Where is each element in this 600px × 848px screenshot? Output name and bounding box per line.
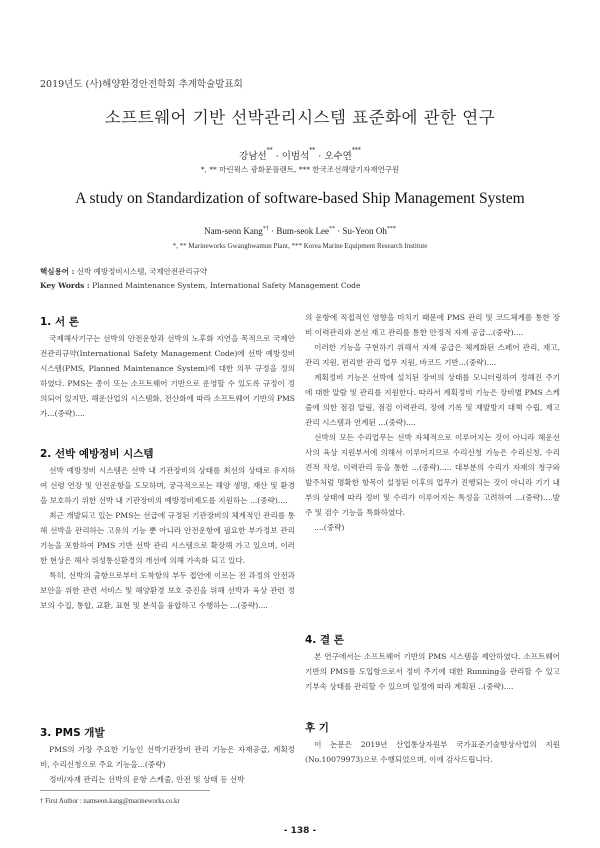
section-3-body-continued [305,310,560,535]
paragraph: 본 연구에서는 소프트웨어 기반의 PMS 시스템을 제안하였다. 소프트웨어 기반의 PMS를 도입함으로서 정비 주기에 대한 Running을 관리할 수 있고 기부속 상태를 관리할 수 있으며 일정에 따라 계획된 ..(중략).... [305,652,560,691]
authors-english [0,226,600,236]
author-3-mark: *** [351,147,361,154]
keywords-english [40,281,360,290]
keywords-korean-text: 선박 예방정비시스템, 국제안전관리규약 [74,267,208,276]
paragraph: 국제해사기구는 선박의 안전운항과 선박의 노후화 지연을 목적으로 국제안전관리규약(International Safety Management Code)에 선박 예방정비시스템(PMS, Planned Maintenance System)에 대한 의무 규정을 정의하였다. PMS는 종이 또는 소프트웨어 기반으로 운영할 수 있도록 규정이 정의되어 있지만, 해운산업의 시스템화, 전산화에 따라 소프트웨어 기반의 PMS가...(중략).... [40,334,295,418]
section-1-heading: 1. 서 론 [40,316,79,328]
keywords-english-label: Key Words : [40,281,90,290]
author-1-mark: ** [266,147,273,154]
author-2: 이범석 [281,151,310,162]
author-1: 강남선 [239,151,267,162]
section-1-body [40,331,295,421]
paragraph: 선박의 모든 수리업무는 선박 자체적으로 이루어지는 것이 아니라 해운선사의 육상 지원부서에 의해서 이루어지므로 수리신청 기능은 수리신청, 수리견적 작성, 이력관리 등을 통한 ...(중략)..... 대부분의 수리가 자재의 청구와 발주처럼 명확한 항목이 설정된 이후의 업무가 진행되는 것이 아니라 기기 내부의 상태에 따라 정비 및 수리가 이루어지는 특성을 고려하여 ...(중략)....발주 및 검수 기능을 특화하였다. [305,433,560,517]
footnote-divider [40,790,210,791]
author-1-en: Nam-seon Kang [204,226,263,236]
acknowledgement-heading: 후 기 [305,722,329,734]
paragraph: 최근 개발되고 있는 PMS는 선급에 규정된 기관장비의 체계적인 관리를 통해 선박을 관리하는 고유의 기능 뿐 아니라 안전운항에 필요한 부가정보 관리 기능을 포함하여 PMS 기반 선박 관리 시스템으로 확장해 가고 있으며, 이러한 현상은 해사 위성통신환경의 개선에 의해 가속화 되고 있다. [40,511,295,565]
conference-header: 2019년도 (사)해양환경안전학회 추계학술발표회 [40,79,243,90]
section-4-body [305,649,560,694]
paragraph: 계획정비 기능은 선박에 설치된 장비의 상태를 모니터링하여 정해진 주기에 대한 알람 및 관리를 지원한다. 따라서 계획정비 기능은 장비별 PMS 스케줄에 의한 점검 알림, 점검 이력관리, 장애 기록 및 재발방지 대책 수립, 재고관리 시스템과 연계된 ...(중략).... [305,373,560,427]
section-3-heading: 3. PMS 개발 [40,727,105,739]
author-3: 오수연 [324,151,352,162]
keywords-korean-label: 핵심용어 : [40,267,75,276]
section-2-heading: 2. 선박 예방정비 시스템 [40,448,154,460]
paragraph: 의 운항에 직접적인 영향을 미치기 때문에 PMS 관리 및 코드체계를 통한 장비 이력관리와 본선 재고 관리를 통한 안정적 자재 공급...(중략).... [305,313,560,337]
author-2-en: Bum-seok Lee [276,226,330,236]
paragraph: ....(중략) [314,523,345,532]
affiliation-english: *, ** Marineworks Gwanghwamun Plant, *** Korea Marine Equipment Research Institute [172,242,428,250]
author-separator: · [315,151,325,162]
acknowledgement-body [305,737,560,767]
title-korean: 소프트웨어 기반 선박관리시스템 표준화에 관한 연구 [104,108,496,127]
authors-korean [0,148,600,162]
section-2-body [40,463,295,613]
paragraph: PMS의 가장 주요한 기능인 선박기관장비 관리 기능은 자재공급, 계획정비, 수리신청으로 주요 기능을...(중략) [40,745,295,769]
paragraph: 선박 예방정비 시스템은 선박 내 기관장비의 상태를 최선의 상태로 유지하여 선령 연장 및 안전운항을 도모하며, 궁극적으로는 해양 생명, 재산 및 환경을 보호하기 위한 선박 내 기관장비의 예방정비제도를 지원하는 ...(중략).... [40,466,295,505]
page-number: - 138 - [283,826,317,836]
keywords-korean [40,266,207,277]
title-english: A study on Standardization of software-based Ship Management System [75,190,525,207]
paragraph: 이 논문은 2019년 산업통상자원부 국가표준기술향상사업의 지원(No.10079973)으로 수행되었으며, 이에 감사드립니다. [305,740,560,764]
affiliation-korean: *, ** 마린웍스 광화문플랜트, *** 한국조선해양기자재연구원 [200,165,400,174]
author-1-en-mark: *† [262,226,269,232]
author-2-en-mark: ** [329,226,336,232]
author-3-en-mark: *** [386,226,396,232]
footnote: † First Author : namseon.kang@marineworks.co.kr [40,798,180,805]
author-separator: · [268,226,277,236]
author-3-en: Su-Yeon Oh [342,226,387,236]
paragraph: 이러한 기능을 구현하기 위해서 자재 공급은 체계화된 스페어 관리, 재고, 관리 지원, 편리한 관리 업무 지원, 바코드 기반...(중략).... [305,343,560,367]
paragraph: 특히, 선박의 출항으로부터 도착항의 부두 접안에 이르는 전 과정의 안전과 보안을 위한 관련 서비스 및 해양환경 보호 증진을 위해 선박과 육상 관련 정보의 수집, 통합, 교환, 표현 및 분석을 융합하고 수행하는 ...(중략).... [40,571,295,610]
paragraph: 정비/자재 관리는 선박의 운항 스케줄, 안전 및 상태 등 선박 [49,775,245,784]
author-separator: · [335,226,343,236]
section-3-body [40,742,295,787]
author-2-mark: ** [309,147,316,154]
section-4-heading: 4. 결 론 [305,634,344,646]
keywords-english-text: Planned Maintenance System, International Safety Management Code [89,281,361,290]
author-separator: · [272,151,282,162]
